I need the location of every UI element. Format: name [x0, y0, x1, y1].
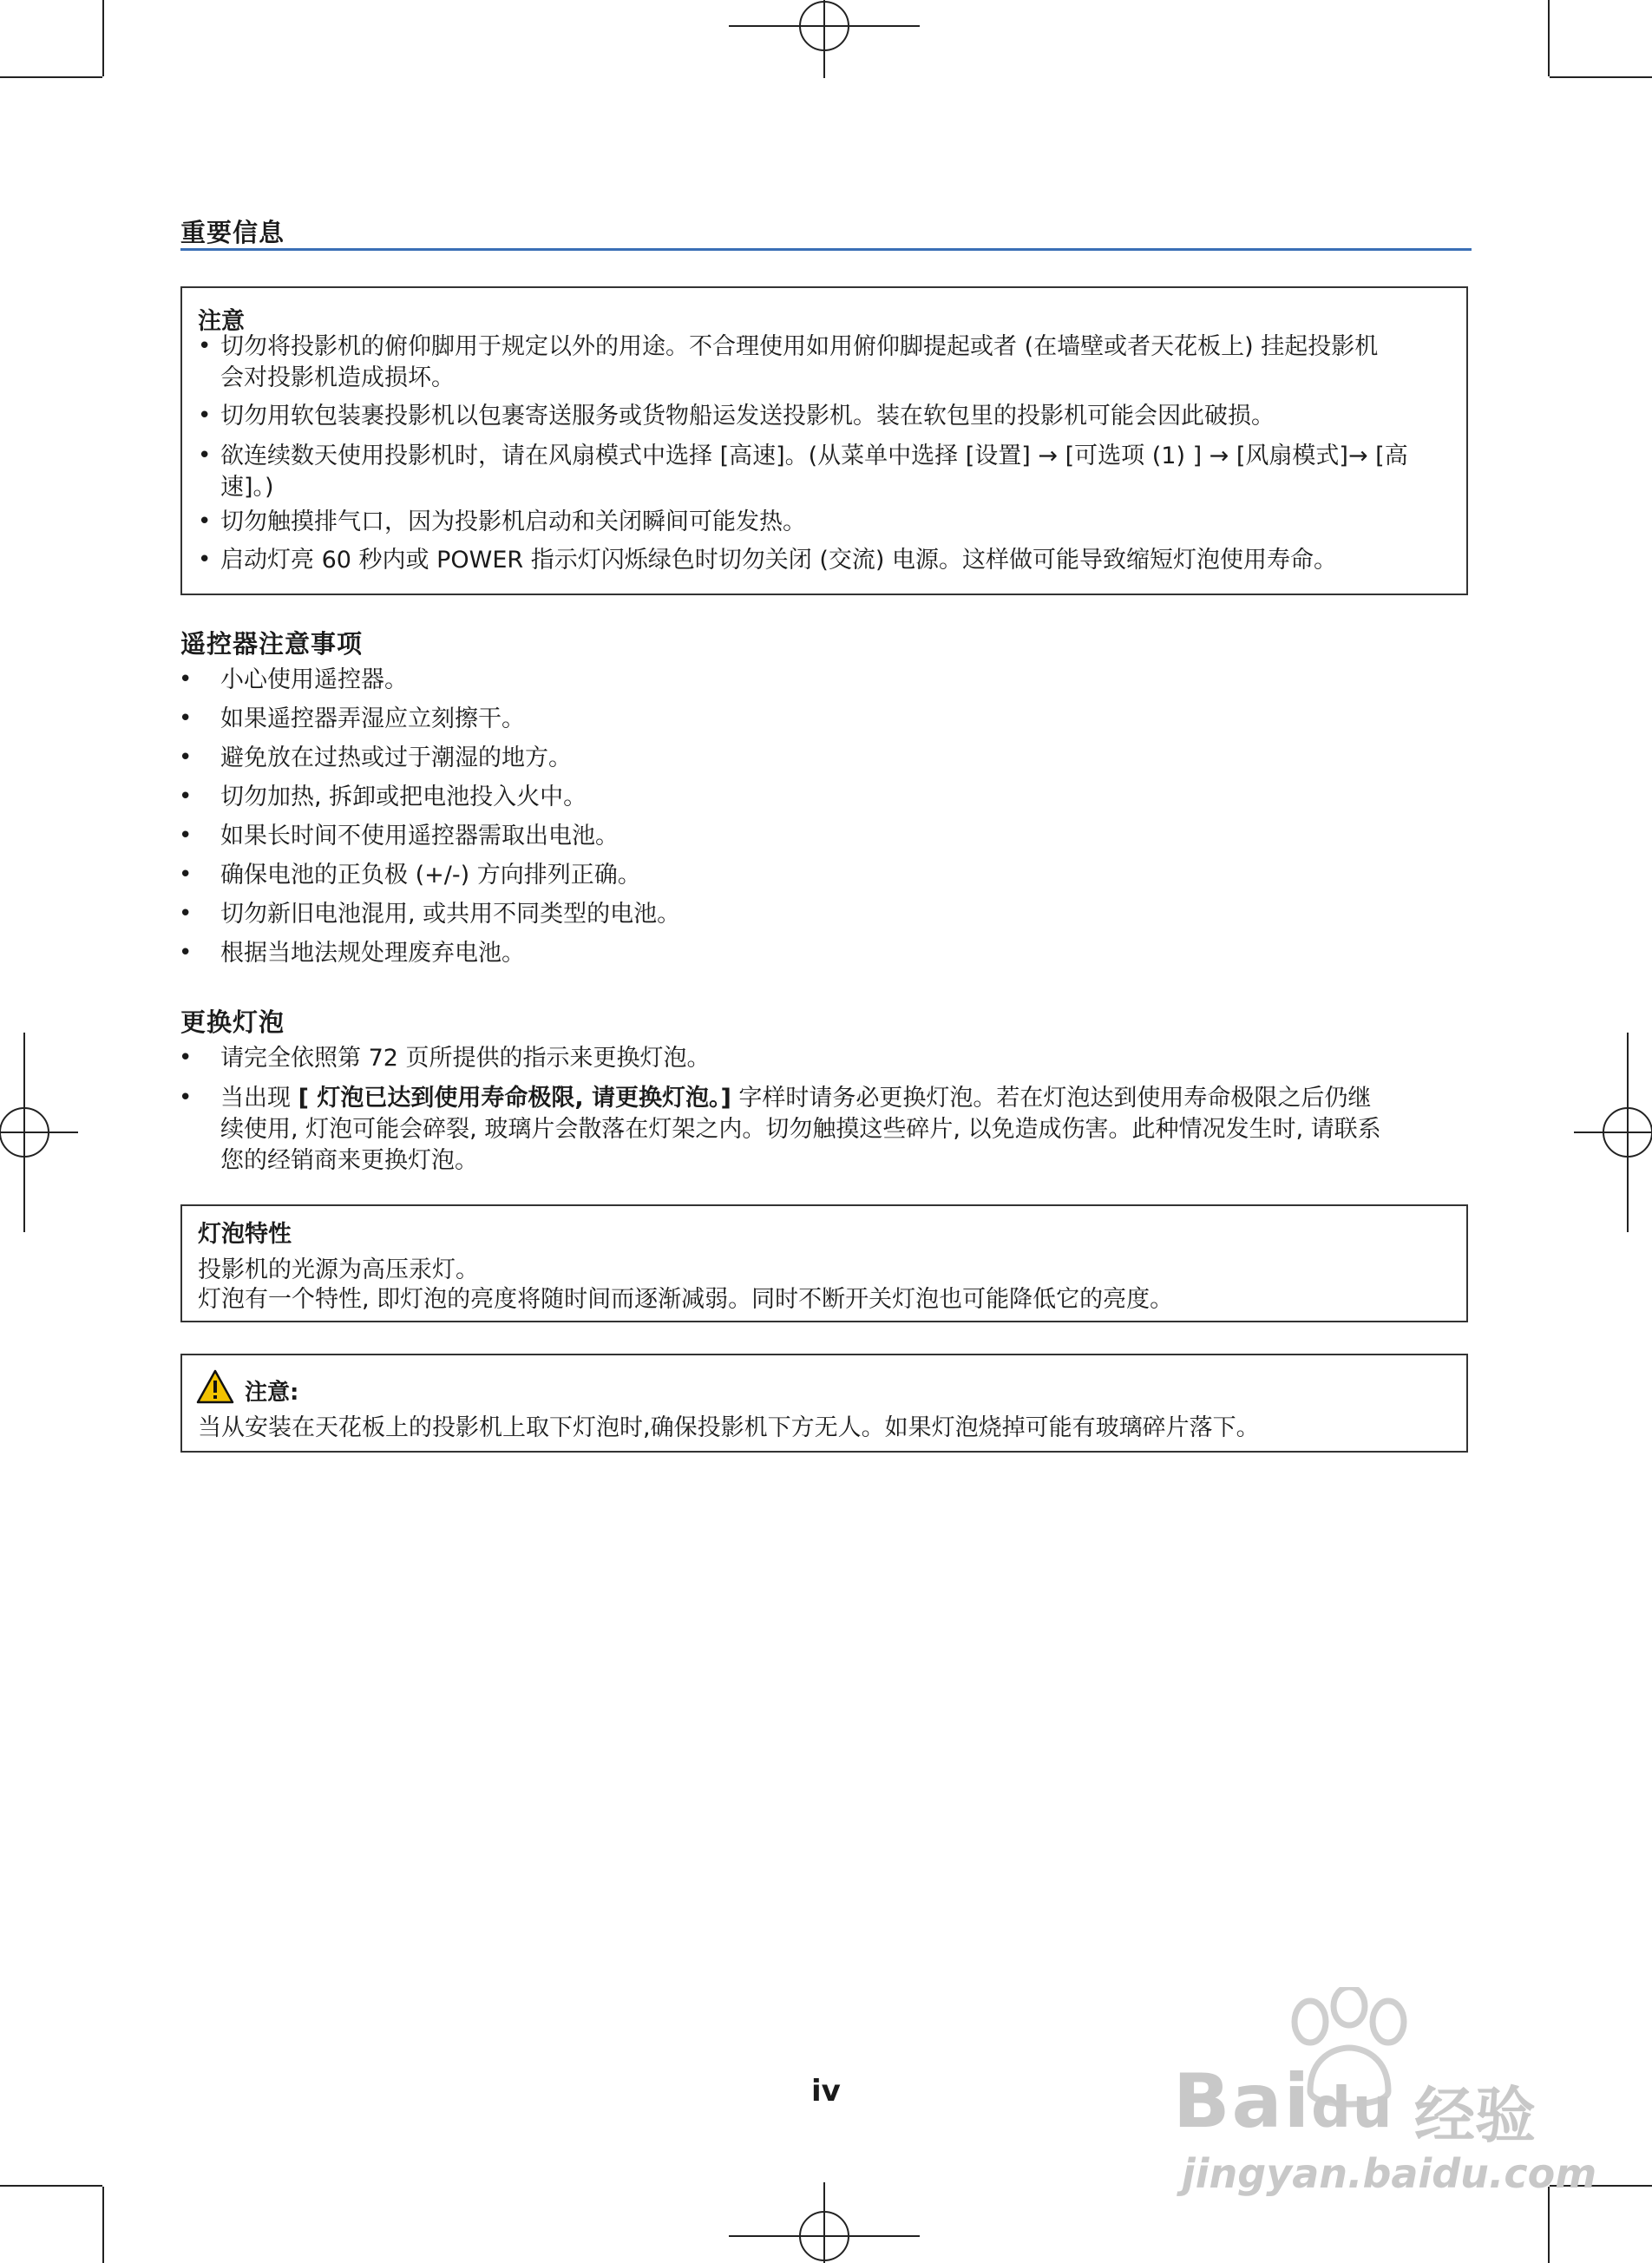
- notice-item-3-line-2: 速]。): [220, 474, 274, 501]
- lamp-warning-message: [ 灯泡已达到使用寿命极限, 请更换灯泡。]: [298, 1085, 731, 1112]
- registration-mark-bottom: [720, 2182, 928, 2263]
- remote-item-1: 小心使用遥控器。: [220, 666, 408, 693]
- watermark-brand-cn: 经验: [1414, 2080, 1536, 2151]
- bullet-icon: •: [198, 403, 212, 429]
- lamp-section-title: 更换灯泡: [180, 1007, 285, 1037]
- lamp-characteristics-label: 灯泡特性: [198, 1221, 292, 1248]
- lamp-item-2-line-1: [220, 1083, 1371, 1114]
- bullet-icon: •: [179, 744, 193, 771]
- bullet-icon: •: [179, 823, 193, 849]
- title-rule: [180, 248, 1472, 251]
- watermark-url: jingyan.baidu.com: [1182, 2150, 1597, 2197]
- bullet-icon: •: [179, 666, 193, 692]
- remote-item-8: 根据当地法规处理废弃电池。: [220, 940, 525, 967]
- remote-item-3: 避免放在过热或过于潮湿的地方。: [220, 744, 572, 771]
- bullet-icon: •: [198, 333, 212, 359]
- notice-item-3-line-1: 欲连续数天使用投影机时，请在风扇模式中选择 [高速]。(从菜单中选择 [设置] → [可选项 (1) ] → [风扇模式]→ [高: [220, 443, 1408, 469]
- remote-item-7: 切勿新旧电池混用, 或共用不同类型的电池。: [220, 901, 681, 928]
- lamp-item-2-line-2: 续使用, 灯泡可能会碎裂, 玻璃片会散落在灯架之内。切勿触摸这些碎片, 以免造成伤害。此种情况发生时, 请联系: [220, 1116, 1381, 1143]
- lamp-characteristics-line-1: 投影机的光源为高压汞灯。: [198, 1256, 479, 1283]
- bullet-icon: •: [198, 547, 212, 573]
- page-number: iv: [811, 2074, 841, 2109]
- notice-item-1-line-1: 切勿将投影机的俯仰脚用于规定以外的用途。不合理使用如用俯仰脚提起或者 (在墙壁或者天花板上) 挂起投影机: [220, 333, 1379, 360]
- lamp-item-2-line-3: 您的经销商来更换灯泡。: [220, 1147, 478, 1174]
- bullet-icon: •: [179, 1085, 193, 1111]
- registration-mark-top: [720, 0, 928, 82]
- bullet-icon: •: [198, 443, 212, 469]
- lamp-item-2-suffix: 字样时请务必更换灯泡。若在灯泡达到使用寿命极限之后仍继: [731, 1085, 1372, 1112]
- bullet-icon: •: [179, 940, 193, 966]
- notice-item-1-line-2: 会对投影机造成损坏。: [220, 364, 455, 391]
- registration-mark-right: [1574, 1033, 1652, 1232]
- bullet-icon: •: [179, 862, 193, 888]
- watermark-brand-du: du: [1311, 2076, 1394, 2141]
- remote-section-title: 遥控器注意事项: [180, 629, 364, 659]
- lamp-item-2-prefix: 当出现: [220, 1085, 298, 1112]
- lamp-characteristics-line-2: 灯泡有一个特性, 即灯泡的亮度将随时间而逐渐减弱。同时不断开关灯泡也可能降低它的亮度。: [198, 1286, 1174, 1313]
- registration-mark-left: [0, 1033, 78, 1232]
- notice-label: 注意: [198, 308, 245, 335]
- caution-text: 当从安装在天花板上的投影机上取下灯泡时,确保投影机下方无人。如果灯泡烧掉可能有玻璃碎片落下。: [198, 1414, 1260, 1441]
- notice-item-2: 切勿用软包装裹投影机以包裹寄送服务或货物船运发送投影机。装在软包里的投影机可能会因此破损。: [220, 403, 1275, 430]
- remote-item-6: 确保电池的正负极 (+/-) 方向排列正确。: [220, 862, 641, 889]
- bullet-icon: •: [179, 1045, 193, 1071]
- bullet-icon: •: [179, 901, 193, 927]
- notice-item-5: 启动灯亮 60 秒内或 POWER 指示灯闪烁绿色时切勿关闭 (交流) 电源。这样做可能导致缩短灯泡使用寿命。: [220, 547, 1337, 574]
- remote-item-2: 如果遥控器弄湿应立刻擦干。: [220, 705, 525, 732]
- remote-item-5: 如果长时间不使用遥控器需取出电池。: [220, 823, 619, 849]
- watermark-brand: [1173, 2058, 1393, 2145]
- page-title: 重要信息: [180, 218, 285, 247]
- lamp-item-1: 请完全依照第 72 页所提供的指示来更换灯泡。: [220, 1045, 711, 1072]
- caution-label: 注意:: [245, 1380, 299, 1406]
- bullet-icon: •: [179, 784, 193, 810]
- warning-icon: [196, 1369, 234, 1404]
- watermark-brand-bai: Bai: [1173, 2058, 1312, 2145]
- bullet-icon: •: [179, 705, 193, 731]
- notice-item-4: 切勿触摸排气口，因为投影机启动和关闭瞬间可能发热。: [220, 508, 806, 535]
- remote-item-4: 切勿加热, 拆卸或把电池投入火中。: [220, 784, 587, 810]
- bullet-icon: •: [198, 508, 212, 535]
